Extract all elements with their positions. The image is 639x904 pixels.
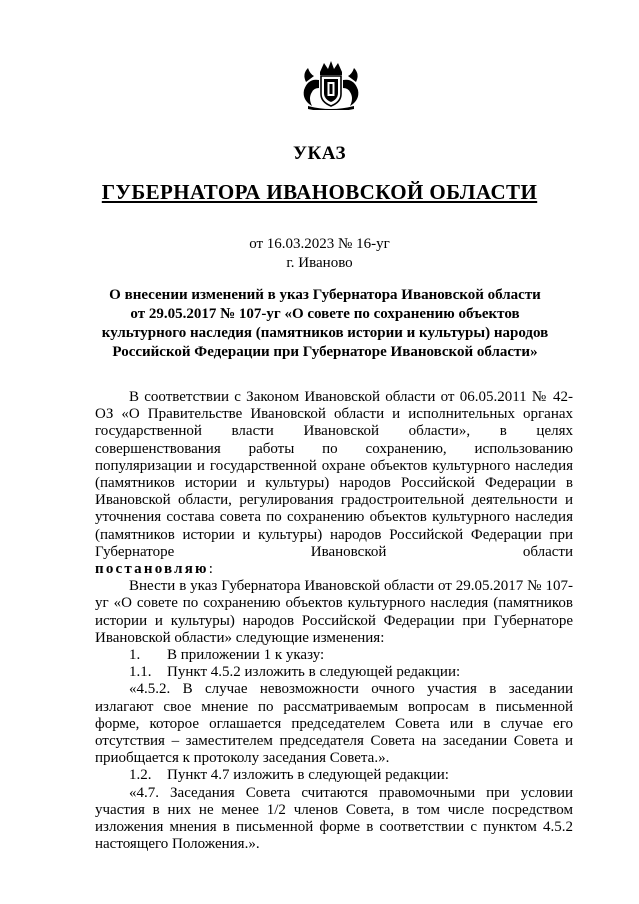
date-number: от 16.03.2023 № 16-уг bbox=[249, 236, 390, 252]
list-item bbox=[95, 647, 573, 664]
item-text: В приложении 1 к указу: bbox=[167, 647, 325, 664]
decree-line bbox=[95, 561, 573, 578]
item-number: 1. bbox=[129, 647, 141, 664]
decree-word: постановляю bbox=[95, 561, 209, 578]
city: г. Иваново bbox=[286, 255, 353, 271]
item-number: 1.1. bbox=[129, 664, 152, 681]
heading-line: О внесении изменений в указ Губернатора Ивановской области bbox=[109, 287, 541, 303]
heading-line: Российской Федерации при Губернаторе Ивановской области» bbox=[112, 344, 538, 360]
intro-paragraph: Внести в указ Губернатора Ивановской области от 29.05.2017 № 107-уг «О совете по сохранению объектов культурного наследия (памятников истории и культуры) народов Российской Федерации при Губернаторе Ивановской области» следующие изменения: bbox=[95, 578, 573, 646]
document-body bbox=[95, 389, 573, 853]
document-type: УКАЗ bbox=[293, 143, 346, 164]
item-number: 1.2. bbox=[129, 767, 152, 784]
item-text: Пункт 4.7 изложить в следующей редакции: bbox=[167, 767, 449, 784]
item-text: Пункт 4.5.2 изложить в следующей редакции: bbox=[167, 664, 461, 681]
quote-paragraph: «4.5.2. В случае невозможности очного участия в заседании излагают свое мнение по рассматриваемым вопросам в письменной форме, которое оглашается председателем Совета или в случае его отсутствия – заместителем председателя Совета на заседании Совета и приобщается к протоколу заседания Совета.». bbox=[95, 681, 573, 767]
list-item bbox=[95, 664, 573, 681]
issuer-title: ГУБЕРНАТОРА ИВАНОВСКОЙ ОБЛАСТИ bbox=[101, 180, 538, 204]
coat-of-arms-icon bbox=[298, 60, 364, 110]
list-item bbox=[95, 767, 573, 784]
decree-colon: : bbox=[208, 561, 213, 578]
preamble-paragraph: В соответствии с Законом Ивановской области от 06.05.2011 № 42-ОЗ «О Правительстве Ивановской области и исполнительных органах государственной власти Ивановской области», в целях совершенствования работы по сохранению, использованию популяризации и государственной охране объектов культурного наследия (памятников истории и культуры) народов Российской Федерации в Ивановской области, регулирования градостроительной деятельности и уточнения состава совета по сохранению объектов культурного наследия (памятников истории и культуры) народов Российской Федерации при Губернаторе Ивановской области bbox=[95, 389, 573, 560]
quote-paragraph: «4.7. Заседания Совета считаются правомочными при условии участия в них не менее 1/2 членов Совета, в том числе посредством изложения мнения в письменной форме в соответствии с пунктом 4.5.2 настоящего Положения.». bbox=[95, 784, 573, 853]
heading-line: культурного наследия (памятников истории и культуры) народов bbox=[101, 325, 549, 341]
document-heading bbox=[95, 286, 555, 362]
heading-line: от 29.05.2017 № 107-уг «О совете по сохранению объектов bbox=[130, 306, 520, 322]
